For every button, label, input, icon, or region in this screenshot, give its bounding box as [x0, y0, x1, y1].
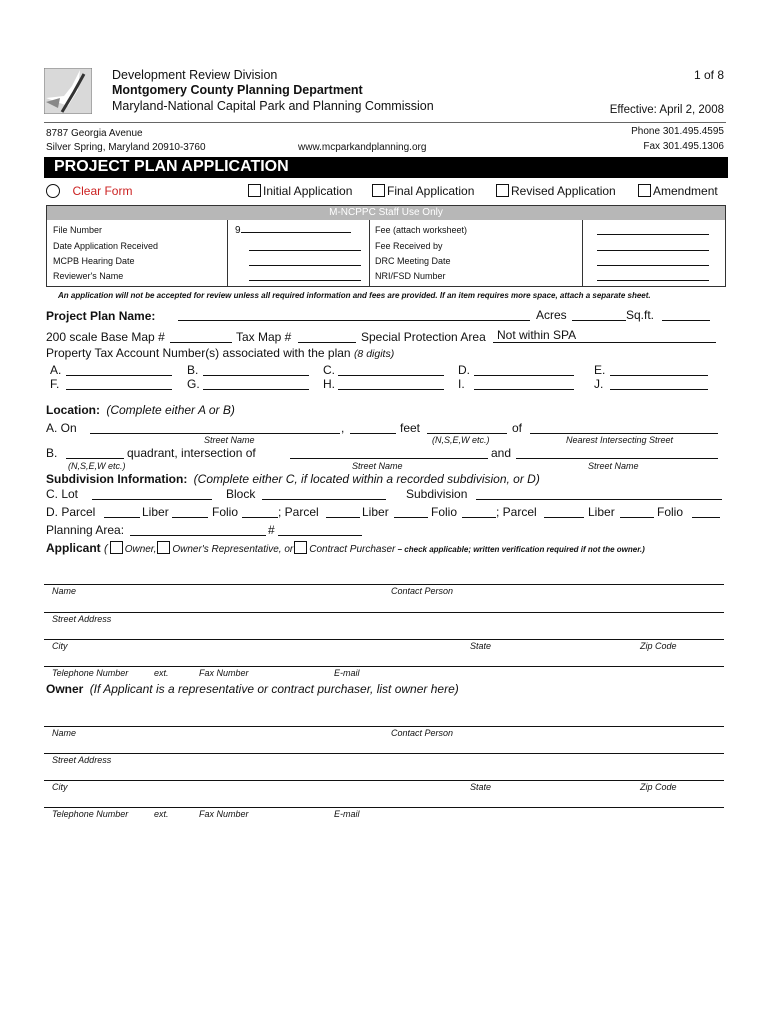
liber-label-1: Liber: [142, 505, 169, 519]
location-a-street-field[interactable]: [90, 433, 340, 434]
clear-form-button[interactable]: [46, 182, 132, 200]
file-number-label: File Number: [53, 225, 103, 235]
owner-city-line[interactable]: [44, 780, 724, 781]
feet-label: feet: [400, 421, 421, 435]
page-number: 1 of 8: [693, 68, 724, 82]
location-a-direction-field[interactable]: [427, 433, 507, 434]
tax-account-a[interactable]: A.: [50, 363, 62, 377]
hearing-date-label: MCPB Hearing Date: [53, 256, 135, 266]
nsew-caption: (N,S,E,W etc.): [432, 435, 490, 445]
contract-purchaser-option-label: Contract Purchaser: [309, 544, 396, 555]
date-received-label: Date Application Received: [53, 241, 159, 251]
applicant-note: – check applicable; written verification required if not the owner.): [395, 545, 645, 554]
parcel-label-2: ; Parcel: [278, 505, 319, 519]
tax-account-b[interactable]: B.: [187, 363, 199, 377]
liber-label-2: Liber: [362, 505, 389, 519]
project-plan-name-field[interactable]: [178, 320, 530, 321]
location-b-street2-field[interactable]: [516, 458, 718, 459]
phone: Phone 301.495.4595: [631, 126, 724, 137]
tax-account-e[interactable]: E.: [594, 363, 606, 377]
location-label: Location:: [46, 403, 100, 417]
website-link[interactable]: www.mcparkandplanning.org: [298, 142, 427, 153]
initial-application-checkbox[interactable]: [248, 184, 352, 198]
tax-account-hint: (8 digits): [353, 348, 395, 360]
amendment-label: Amendment: [653, 184, 718, 198]
owner-hint: (If Applicant is a representative or contract purchaser, list owner here): [89, 682, 459, 696]
fax: Fax 301.495.1306: [643, 141, 724, 152]
owner-name-line[interactable]: [44, 726, 724, 727]
liber-field-3[interactable]: [620, 517, 654, 518]
subdivision-field[interactable]: [476, 499, 722, 500]
staff-use-heading: M-NCPPC Staff Use Only: [47, 206, 725, 220]
file-number-field[interactable]: 9: [235, 223, 351, 236]
staff-use-box: [46, 205, 726, 287]
base-map-label: 200 scale Base Map #: [46, 330, 165, 344]
folio-field-2[interactable]: [462, 517, 496, 518]
fee-received-label: Fee Received by: [375, 241, 443, 251]
reviewer-name-label: Reviewer's Name: [53, 271, 124, 281]
tax-account-h[interactable]: H.: [323, 377, 335, 391]
owner-heading: [46, 682, 459, 696]
tax-account-h-field[interactable]: [338, 389, 444, 390]
owner-contact-person-caption: Contact Person: [391, 728, 454, 738]
address-line-2: Silver Spring, Maryland 20910-3760: [46, 142, 206, 153]
lot-field[interactable]: [92, 499, 212, 500]
quadrant-label: quadrant, intersection of: [127, 446, 256, 460]
final-application-label: Final Application: [387, 184, 475, 198]
date-received-field[interactable]: [249, 250, 361, 251]
tax-account-e-field[interactable]: [610, 375, 708, 376]
subdivision-label: Subdivision Information:: [46, 472, 188, 486]
spa-field[interactable]: [493, 342, 716, 343]
of-label: of: [512, 421, 523, 435]
folio-field-1[interactable]: [242, 517, 278, 518]
hearing-date-field[interactable]: [249, 265, 361, 266]
amendment-checkbox[interactable]: [638, 184, 718, 198]
representative-checkbox[interactable]: [157, 541, 170, 554]
location-a-nearest-field[interactable]: [530, 433, 718, 434]
owner-state-caption: State: [470, 782, 492, 792]
revised-application-checkbox[interactable]: [496, 184, 616, 198]
checkbox-icon: [372, 184, 385, 197]
tax-account-c-field[interactable]: [338, 375, 444, 376]
nri-fsd-label: NRI/FSD Number: [375, 271, 446, 281]
parcel-field-3[interactable]: [544, 517, 584, 518]
checkbox-icon: [496, 184, 509, 197]
location-b-quadrant-field[interactable]: [66, 458, 124, 459]
final-application-checkbox[interactable]: [372, 184, 474, 198]
tax-account-text: Property Tax Account Number(s) associated with the plan: [46, 346, 351, 360]
parcel-label: D. Parcel: [46, 505, 96, 519]
owner-telephone-caption: Telephone Number: [52, 809, 129, 819]
applicant-city-line[interactable]: [44, 639, 724, 640]
liber-field-2[interactable]: [394, 517, 428, 518]
commission: Maryland-National Capital Park and Planning Commission: [112, 99, 434, 113]
liber-label-3: Liber: [588, 505, 615, 519]
subdivision-name-label: Subdivision: [406, 487, 468, 501]
tax-account-d-field[interactable]: [474, 375, 574, 376]
owner-street-caption: Street Address: [52, 755, 112, 765]
parcel-label-3: ; Parcel: [496, 505, 537, 519]
applicant-heading: [46, 541, 645, 555]
sqft-label: Sq.ft.: [626, 308, 655, 322]
tax-account-i[interactable]: I.: [458, 377, 465, 391]
reviewer-name-field[interactable]: [249, 280, 361, 281]
nri-fsd-field[interactable]: [597, 280, 709, 281]
owner-label: Owner: [46, 682, 84, 696]
owner-city-caption: City: [52, 782, 68, 792]
tax-account-f-field[interactable]: [66, 389, 172, 390]
acres-label: Acres: [536, 308, 567, 322]
folio-label-1: Folio: [212, 505, 239, 519]
owner-email-caption: E-mail: [334, 809, 360, 819]
location-heading: [46, 403, 235, 417]
checkbox-icon: [248, 184, 261, 197]
acres-field[interactable]: [572, 320, 626, 321]
owner-fax-caption: Fax Number: [199, 809, 249, 819]
drc-meeting-label: DRC Meeting Date: [375, 256, 451, 266]
nsew-caption-b: (N,S,E,W etc.): [68, 461, 126, 471]
street-name-caption-b1: Street Name: [352, 461, 403, 471]
applicant-city-caption: City: [52, 641, 68, 651]
street-name-caption: Street Name: [204, 435, 255, 445]
clear-form-label: Clear Form: [72, 184, 133, 198]
owner-street-line[interactable]: [44, 753, 724, 754]
tax-account-f[interactable]: F.: [50, 377, 60, 391]
drc-meeting-field[interactable]: [597, 265, 709, 266]
planning-area-number-field[interactable]: [278, 535, 362, 536]
applicant-street-caption: Street Address: [52, 614, 112, 624]
fee-received-field[interactable]: [597, 250, 709, 251]
revised-application-label: Revised Application: [511, 184, 616, 198]
spa-label: Special Protection Area: [361, 330, 486, 344]
contract-purchaser-checkbox[interactable]: [294, 541, 307, 554]
logo: [44, 68, 92, 114]
applicant-zip-caption: Zip Code: [640, 641, 677, 651]
location-a-label: A. On: [46, 421, 77, 435]
applicant-phone-line[interactable]: [44, 666, 724, 667]
sqft-field[interactable]: [662, 320, 710, 321]
title-bar: [44, 157, 728, 178]
tax-account-c[interactable]: C.: [323, 363, 335, 377]
planning-area-field[interactable]: [130, 535, 266, 536]
owner-checkbox[interactable]: [110, 541, 123, 554]
applicant-contact-person-caption: Contact Person: [391, 586, 454, 596]
planning-area-label: Planning Area:: [46, 523, 125, 537]
block-label: Block: [226, 487, 256, 501]
project-plan-name-label: Project Plan Name:: [46, 309, 156, 323]
owner-zip-caption: Zip Code: [640, 782, 677, 792]
folio-label-3: Folio: [657, 505, 684, 519]
address-line-1: 8787 Georgia Avenue: [46, 128, 143, 139]
location-hint: (Complete either A or B): [106, 403, 235, 417]
tax-account-j-field[interactable]: [610, 389, 708, 390]
owner-name-caption: Name: [52, 728, 77, 738]
tax-account-i-field[interactable]: [474, 389, 574, 390]
liber-field-1[interactable]: [172, 517, 208, 518]
subdivision-heading: [46, 472, 540, 486]
owner-phone-line[interactable]: [44, 807, 724, 808]
checkbox-icon: [638, 184, 651, 197]
tax-account-label: [46, 346, 394, 360]
spa-value[interactable]: Not within SPA: [497, 328, 577, 342]
tax-account-d[interactable]: D.: [458, 363, 470, 377]
fee-field[interactable]: [597, 234, 709, 235]
form-title: PROJECT PLAN APPLICATION: [54, 158, 289, 175]
applicant-name-caption: Name: [52, 586, 77, 596]
location-b-street1-field[interactable]: [290, 458, 488, 459]
applicant-state-caption: State: [470, 641, 492, 651]
applicant-ext-caption: ext.: [154, 668, 169, 678]
department: Montgomery County Planning Department: [112, 83, 363, 97]
applicant-label: Applicant: [46, 541, 101, 555]
applicant-fax-caption: Fax Number: [199, 668, 249, 678]
folio-field-3[interactable]: [692, 517, 720, 518]
tax-account-b-field[interactable]: [203, 375, 309, 376]
parcel-field-1[interactable]: [104, 517, 140, 518]
tax-account-a-field[interactable]: [66, 375, 172, 376]
base-map-field[interactable]: [170, 342, 232, 343]
lot-label: C. Lot: [46, 487, 79, 501]
planning-area-hash: #: [268, 523, 275, 537]
location-a-feet-field[interactable]: [350, 433, 396, 434]
street-name-caption-b2: Street Name: [588, 461, 639, 471]
effective-date: Effective: April 2, 2008: [609, 104, 724, 116]
notice: An application will not be accepted for review unless all required information and fees are provided. If an item requires more space, attach a separate sheet.: [58, 291, 651, 300]
subdivision-hint: (Complete either C, if located within a recorded subdivision, or D): [193, 472, 540, 486]
tax-account-j[interactable]: J.: [594, 377, 604, 391]
applicant-street-line[interactable]: [44, 612, 724, 613]
tax-account-g[interactable]: G.: [187, 377, 200, 391]
comma: ,: [341, 421, 345, 435]
block-field[interactable]: [262, 499, 386, 500]
initial-application-label: Initial Application: [263, 184, 353, 198]
tax-account-g-field[interactable]: [203, 389, 309, 390]
paren: (: [104, 543, 108, 555]
folio-label-2: Folio: [431, 505, 458, 519]
applicant-telephone-caption: Telephone Number: [52, 668, 129, 678]
fee-label: Fee (attach worksheet): [375, 225, 468, 235]
parcel-field-2[interactable]: [326, 517, 360, 518]
header-rule: [44, 122, 726, 123]
representative-option-label: Owner's Representative, or: [172, 544, 294, 555]
and-label: and: [491, 446, 512, 460]
nearest-street-caption: Nearest Intersecting Street: [566, 435, 674, 445]
applicant-name-line[interactable]: [44, 584, 724, 585]
location-b-label: B.: [46, 446, 58, 460]
owner-ext-caption: ext.: [154, 809, 169, 819]
owner-option-label: Owner,: [124, 544, 157, 555]
radio-icon: [46, 184, 60, 198]
tax-map-field[interactable]: [298, 342, 356, 343]
applicant-email-caption: E-mail: [334, 668, 360, 678]
tax-map-label: Tax Map #: [236, 330, 292, 344]
division: Development Review Division: [112, 68, 278, 82]
